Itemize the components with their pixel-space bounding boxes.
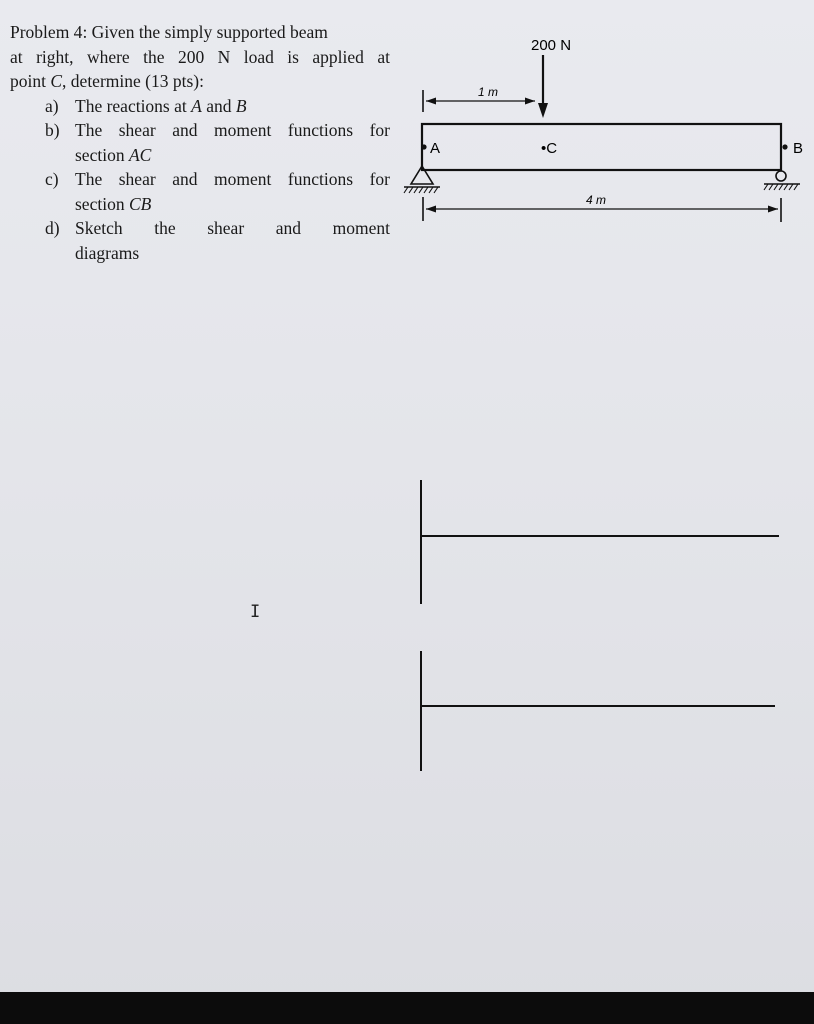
item-d-label: d) xyxy=(45,218,60,238)
load-label: 200 N xyxy=(531,37,572,54)
point-b-label: B xyxy=(793,140,804,157)
point-c-label: •C xyxy=(541,140,558,157)
item-d: d) Sketch the shear and moment xyxy=(10,216,390,241)
item-b-label: b) xyxy=(45,120,60,140)
item-c-cont: section CB xyxy=(75,193,152,214)
screen-bezel xyxy=(0,992,814,1024)
load-arrowhead xyxy=(538,103,548,118)
roller-support-b xyxy=(776,171,786,181)
item-c: c) The shear and moment functions for xyxy=(10,167,390,192)
item-b: b) The shear and moment functions for xyxy=(10,118,390,143)
item-b-cont: section AC xyxy=(75,144,152,165)
item-d-cont: diagrams xyxy=(75,242,140,263)
item-a-label: a) xyxy=(45,95,59,116)
point-a-label: A xyxy=(430,140,441,157)
point-b-dot xyxy=(782,144,787,149)
item-a: a) The reactions at A and B xyxy=(10,94,390,119)
point-a-dot xyxy=(421,144,426,149)
text-cursor-icon: I xyxy=(250,602,261,622)
problem-label: Problem 4 xyxy=(10,22,83,42)
problem-intro-line1: Problem 4: Given the simply supported beam xyxy=(10,22,328,42)
item-c-label: c) xyxy=(45,169,59,189)
dim-1m-label: 1 m xyxy=(478,85,499,99)
beam xyxy=(422,124,781,170)
dim-4m-label: 4 m xyxy=(586,193,607,207)
problem-intro-line3: point C, determine (13 pts): xyxy=(10,71,204,91)
problem-intro-line2: at right, where the 200 N load is applied at xyxy=(10,46,390,67)
